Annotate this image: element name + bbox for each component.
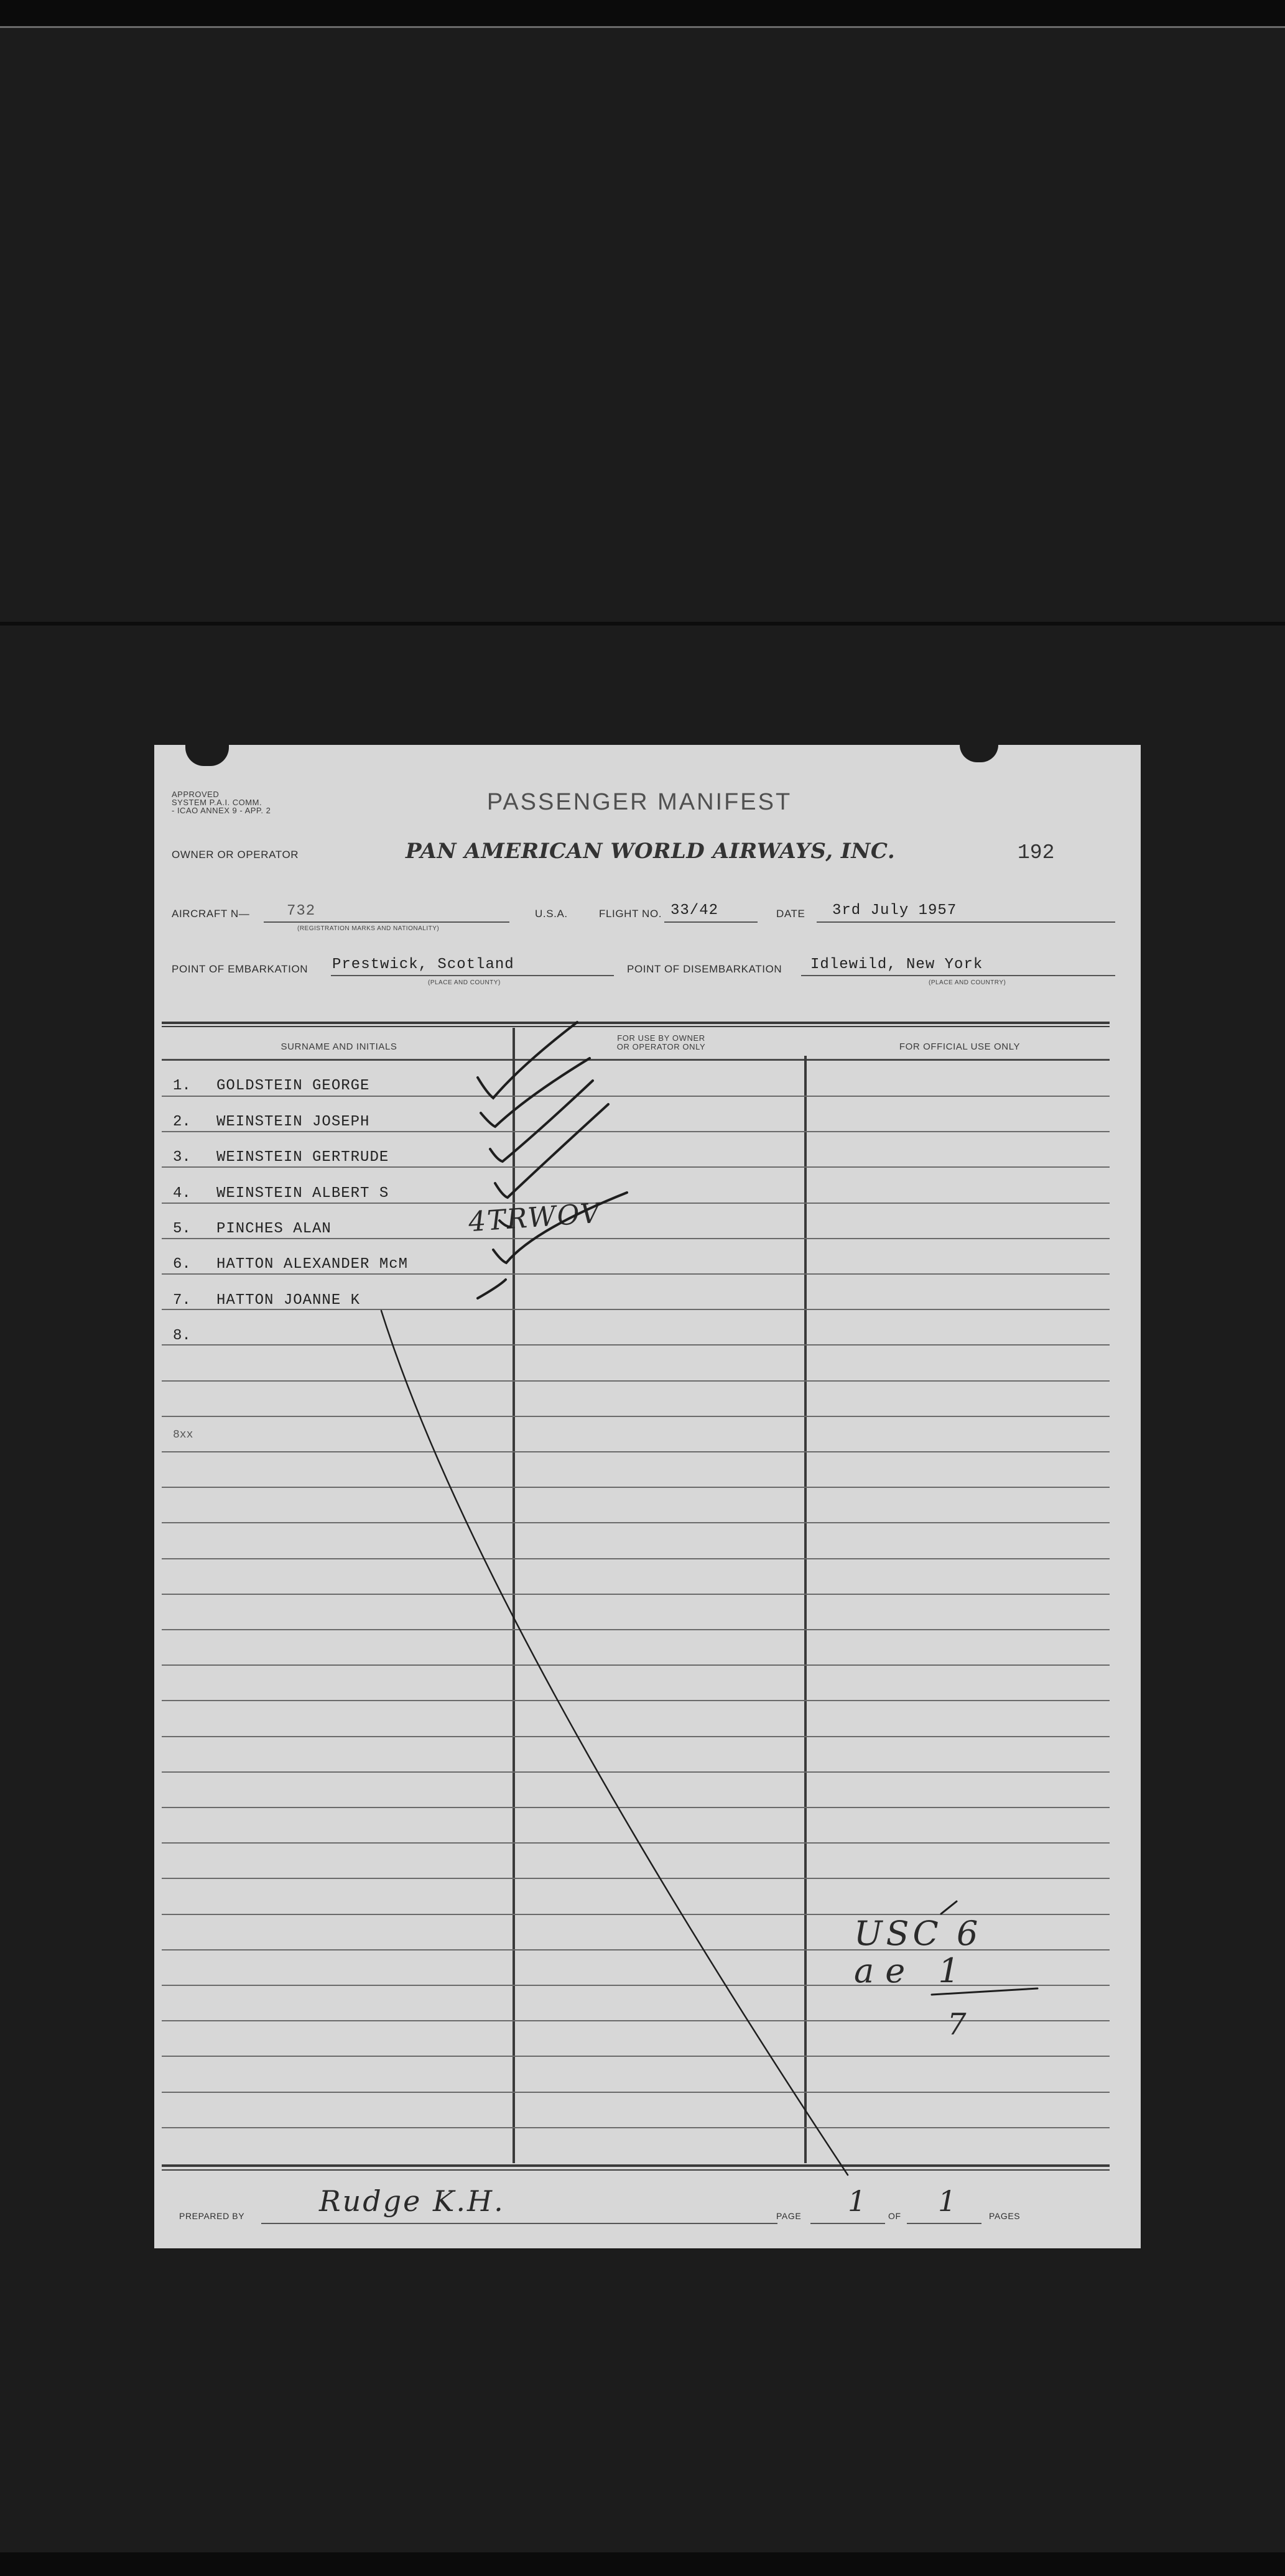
owner-handwritten-note: 4TRWOV (467, 1197, 603, 1239)
aircraft-value: 732 (287, 903, 316, 920)
passenger-name: WEINSTEIN GERTRUDE (216, 1149, 389, 1166)
col-header-owner-line: FOR USE BY OWNER (617, 1033, 705, 1043)
embarkation-value: Prestwick, Scotland (332, 956, 514, 973)
official-tick (941, 1901, 957, 1914)
approved-line: - ICAO ANNEX 9 - APP. 2 (172, 806, 271, 815)
film-bottom-edge (0, 2552, 1285, 2576)
flight-label: FLIGHT NO. (599, 908, 662, 920)
official-note-line1: USC 6 (854, 1914, 982, 1953)
pages-label: PAGES (989, 2211, 1021, 2221)
date-label: DATE (776, 908, 805, 920)
passenger-name: HATTON ALEXANDER McM (216, 1256, 409, 1273)
passenger-number: 2. (173, 1114, 191, 1130)
pen-marks (154, 745, 1141, 2248)
prepared-value: Rudge K.H. (319, 2184, 505, 2218)
passenger-number: 7. (173, 1292, 191, 1309)
official-fraction-bar (932, 1988, 1037, 1995)
film-top-edge (0, 0, 1285, 26)
film-top-line (0, 26, 1285, 28)
owner-value: PAN AMERICAN WORLD AIRWAYS, INC. (406, 839, 896, 864)
passenger-name: GOLDSTEIN GEORGE (216, 1078, 370, 1094)
passenger-number: 8. (173, 1327, 191, 1344)
film-frame-divider (0, 622, 1285, 626)
official-note-line2: ae 1 (854, 1951, 971, 1990)
official-note-line3: 7 (947, 2007, 967, 2042)
prepared-label: PREPARED BY (179, 2211, 245, 2221)
registration-caption: (REGISTRATION MARKS AND NATIONALITY) (297, 925, 440, 932)
flight-value: 33/42 (670, 902, 719, 919)
check-mark (493, 1193, 627, 1263)
embarkation-label: POINT OF EMBARKATION (172, 963, 308, 975)
page-value: 1 (848, 2184, 866, 2218)
passenger-number: 6. (173, 1256, 191, 1273)
of-label: OF (888, 2211, 901, 2221)
passenger-number: 5. (173, 1221, 191, 1237)
passenger-name: HATTON JOANNE K (216, 1292, 361, 1309)
col-header-official: FOR OFFICIAL USE ONLY (899, 1041, 1021, 1052)
crossed-row-marker: 8xx (173, 1429, 193, 1441)
manifest-sheet (154, 745, 1141, 2248)
owner-label: OWNER OR OPERATOR (172, 849, 299, 861)
col-header-surname: SURNAME AND INITIALS (281, 1041, 397, 1052)
passenger-number: 3. (173, 1149, 191, 1166)
check-mark (478, 1022, 577, 1098)
page-underline (810, 2223, 885, 2224)
page-label: PAGE (776, 2211, 802, 2221)
check-mark (478, 1280, 506, 1298)
passenger-name: WEINSTEIN ALBERT S (216, 1185, 389, 1202)
passenger-number: 1. (173, 1078, 191, 1094)
check-mark (490, 1081, 593, 1161)
disembarkation-label: POINT OF DISEMBARKATION (627, 963, 782, 975)
aircraft-label: AIRCRAFT N— (172, 908, 250, 920)
place-caption-disembark: (PLACE AND COUNTRY) (929, 979, 1006, 986)
of-value: 1 (938, 2184, 957, 2218)
approved-line: APPROVED (172, 790, 220, 799)
col-header-owner-line: OR OPERATOR ONLY (616, 1042, 706, 1051)
passenger-name: PINCHES ALAN (216, 1221, 332, 1237)
date-value: 3rd July 1957 (832, 902, 957, 919)
place-caption-embark: (PLACE AND COUNTY) (428, 979, 501, 986)
disembarkation-value: Idlewild, New York (810, 956, 983, 973)
check-mark (499, 1221, 510, 1227)
passenger-number: 4. (173, 1185, 191, 1202)
cancel-line (381, 1311, 848, 2175)
prepared-underline (261, 2223, 777, 2224)
page-title: PASSENGER MANIFEST (486, 789, 792, 815)
page-number: 192 (1018, 841, 1055, 864)
usa-label: U.S.A. (535, 908, 568, 920)
of-underline (907, 2223, 981, 2224)
passenger-name: WEINSTEIN JOSEPH (216, 1114, 370, 1130)
approved-line: SYSTEM P.A.I. COMM. (172, 798, 262, 807)
